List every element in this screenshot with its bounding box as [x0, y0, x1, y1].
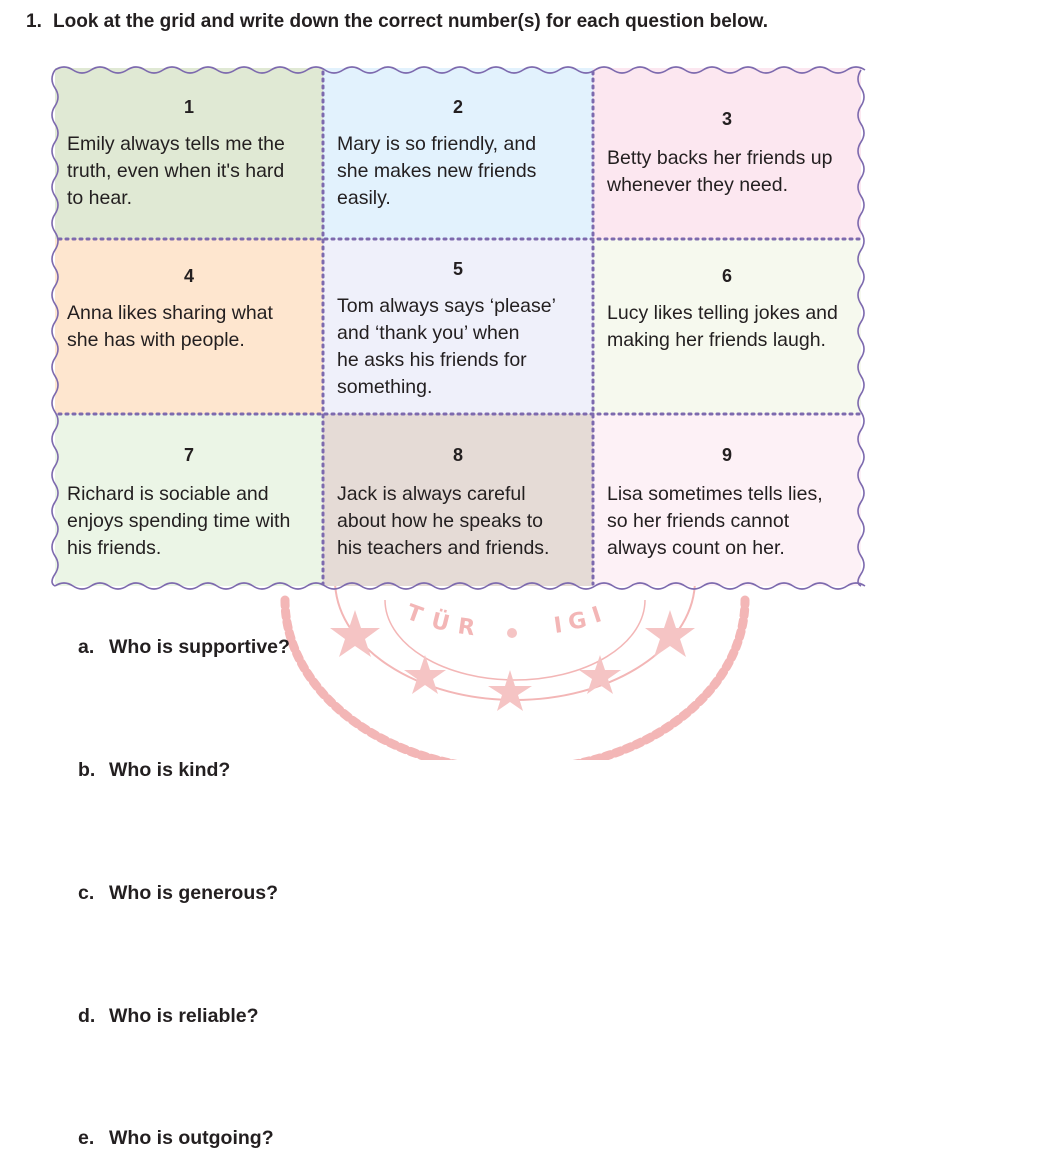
- question-text: Who is kind?: [109, 759, 231, 781]
- cell-text: Lucy likes telling jokes and making her friends laugh.: [607, 302, 838, 351]
- cell-number: 2: [452, 97, 463, 117]
- cell-number: 6: [721, 266, 732, 286]
- question-letter: a.: [78, 636, 95, 658]
- grid-cell-6: [593, 239, 861, 414]
- question-text: Who is outgoing?: [109, 1127, 274, 1149]
- svg-text:T: T: [402, 600, 426, 629]
- grid-cell-4: [55, 239, 323, 414]
- cell-text: Richard is sociable and enjoys spending time with his friends.: [67, 483, 291, 559]
- grid-cell-9: [593, 414, 861, 586]
- grid-cell-3: [593, 68, 861, 239]
- question-letter: b.: [78, 759, 96, 781]
- cell-text: Betty backs her friends up whenever they need.: [607, 147, 833, 196]
- question-letter: e.: [78, 1127, 95, 1149]
- cell-number: 4: [183, 266, 194, 286]
- cell-number: 3: [721, 109, 732, 129]
- question-text: Who is reliable?: [109, 1005, 259, 1027]
- question-text: Who is supportive?: [109, 636, 290, 658]
- cell-number: 5: [452, 259, 463, 279]
- grid-cell-5: [323, 239, 593, 414]
- svg-text:R: R: [456, 614, 477, 642]
- instruction-number: 1.: [26, 11, 42, 32]
- instruction-text: Look at the grid and write down the correct number(s) for each question below.: [53, 11, 769, 32]
- question-letter: d.: [78, 1005, 96, 1027]
- grid-cell-8: [323, 414, 593, 586]
- svg-text:I: I: [589, 602, 605, 629]
- grid-cell-1: [55, 68, 323, 239]
- cell-number: 9: [721, 445, 732, 465]
- question-a: [78, 636, 290, 659]
- character-grid: [43, 58, 875, 600]
- instruction: [26, 11, 768, 33]
- cell-number: 8: [452, 445, 463, 465]
- grid-cell-7: [55, 414, 323, 586]
- cell-number: 1: [183, 97, 194, 117]
- question-text: Who is generous?: [109, 882, 279, 904]
- question-d: [78, 1005, 259, 1028]
- question-letter: c.: [78, 882, 95, 904]
- cell-text: Mary is so friendly, and she makes new friends easily.: [337, 133, 537, 209]
- cell-text: Jack is always careful about how he speaks to his teachers and friends.: [337, 483, 550, 559]
- cell-text: Lisa sometimes tells lies, so her friends cannot always count on her.: [607, 483, 823, 559]
- cell-text: Tom always says ‘please’ and ‘thank you’ when he asks his friends for something.: [337, 295, 556, 398]
- svg-text:G: G: [566, 607, 589, 636]
- svg-text:Ü: Ü: [428, 608, 452, 638]
- cell-number: 7: [183, 445, 194, 465]
- cell-text: Emily always tells me the truth, even when it's hard to hear.: [67, 133, 285, 209]
- question-e: [78, 1127, 274, 1150]
- grid-cell-2: [323, 68, 593, 239]
- question-b: [78, 759, 230, 782]
- svg-text:I: I: [552, 613, 564, 639]
- cell-text: Anna likes sharing what she has with people.: [67, 302, 273, 351]
- question-c: [78, 882, 278, 905]
